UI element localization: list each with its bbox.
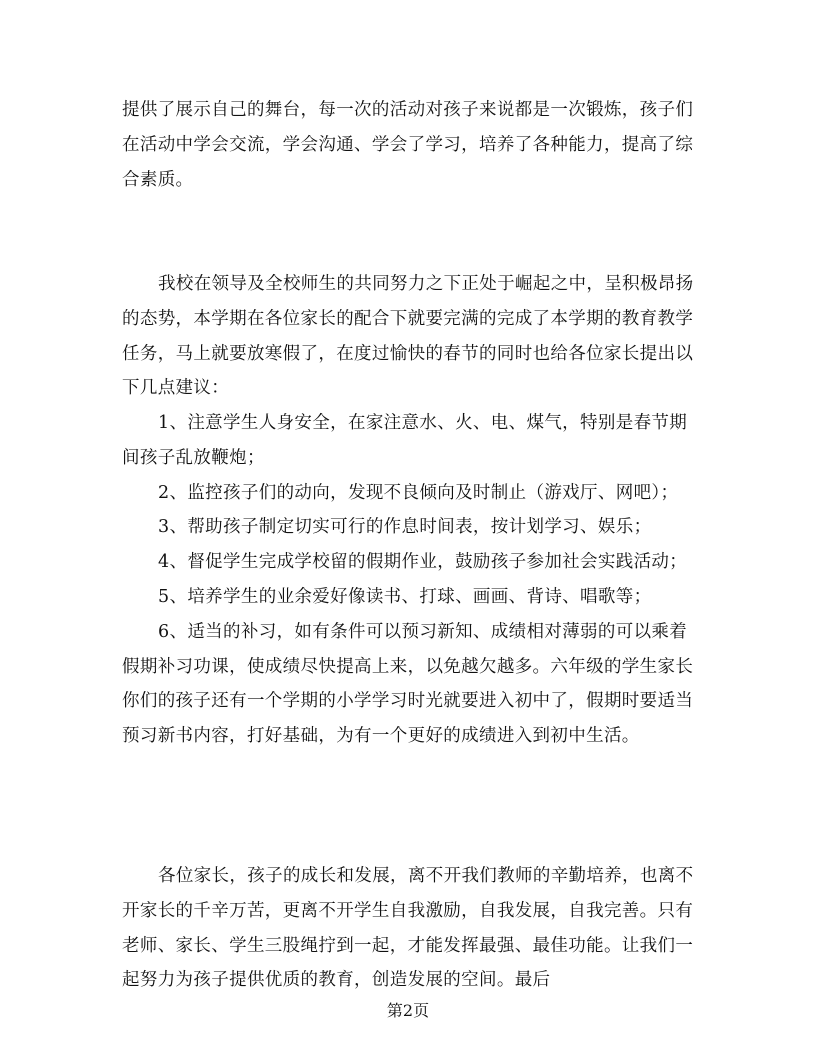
suggestion-item-3: 3、帮助孩子制定切实可行的作息时间表，按计划学习、娱乐； (158, 517, 652, 538)
page-number: 第2页 (386, 1001, 430, 1020)
paragraph-activities: 提供了展示自己的舞台，每一次的活动对孩子来说都是一次锻炼，孩子们在活动中学会交流，学会沟通、学会了学习，培养了各种能力，提高了综合素质。 (122, 100, 694, 190)
suggestion-item-1: 1、注意学生人身安全，在家注意水、火、电、煤气，特别是春节期间孩子乱放鞭炮； (122, 413, 688, 468)
paragraph-school-status: 我校在领导及全校师生的共同努力之下正处于崛起之中，呈积极昂扬的态势，本学期在各位家长的配合下就要完满的完成了本学期的教育教学任务，马上就要放寒假了，在度过愉快的春节的同时也给各位家长提出以下几点建议： (122, 274, 694, 399)
suggestion-item-5: 5、培养学生的业余爱好像读书、打球、画画、背诗、唱歌等； (158, 586, 652, 607)
paragraph-closing: 各位家长，孩子的成长和发展，离不开我们教师的辛勤培养，也离不开家长的千辛万苦，更离不开学生自我激励，自我发展，自我完善。只有老师、家长、学生三股绳拧到一起，才能发挥最强、最佳功能。让我们一起努力为孩子提供优质的教育，创造发展的空间。最后 (122, 866, 694, 991)
suggestion-item-2: 2、监控孩子们的动向，发现不良倾向及时制止（游戏厅、网吧）； (158, 482, 679, 503)
suggestion-list (122, 406, 698, 754)
suggestion-item-6: 6、适当的补习，如有条件可以预习新知、成绩相对薄弱的可以乘着假期补习功课，使成绩尽快提高上来，以免越欠越多。六年级的学生家长你们的孩子还有一个学期的小学学习时光就要进入初中了，假期时要适当预习新书内容，打好基础，为有一个更好的成绩进入到初中生活。 (122, 621, 694, 747)
suggestion-item-4: 4、督促学生完成学校留的假期作业，鼓励孩子参加社会实践活动； (158, 552, 688, 573)
